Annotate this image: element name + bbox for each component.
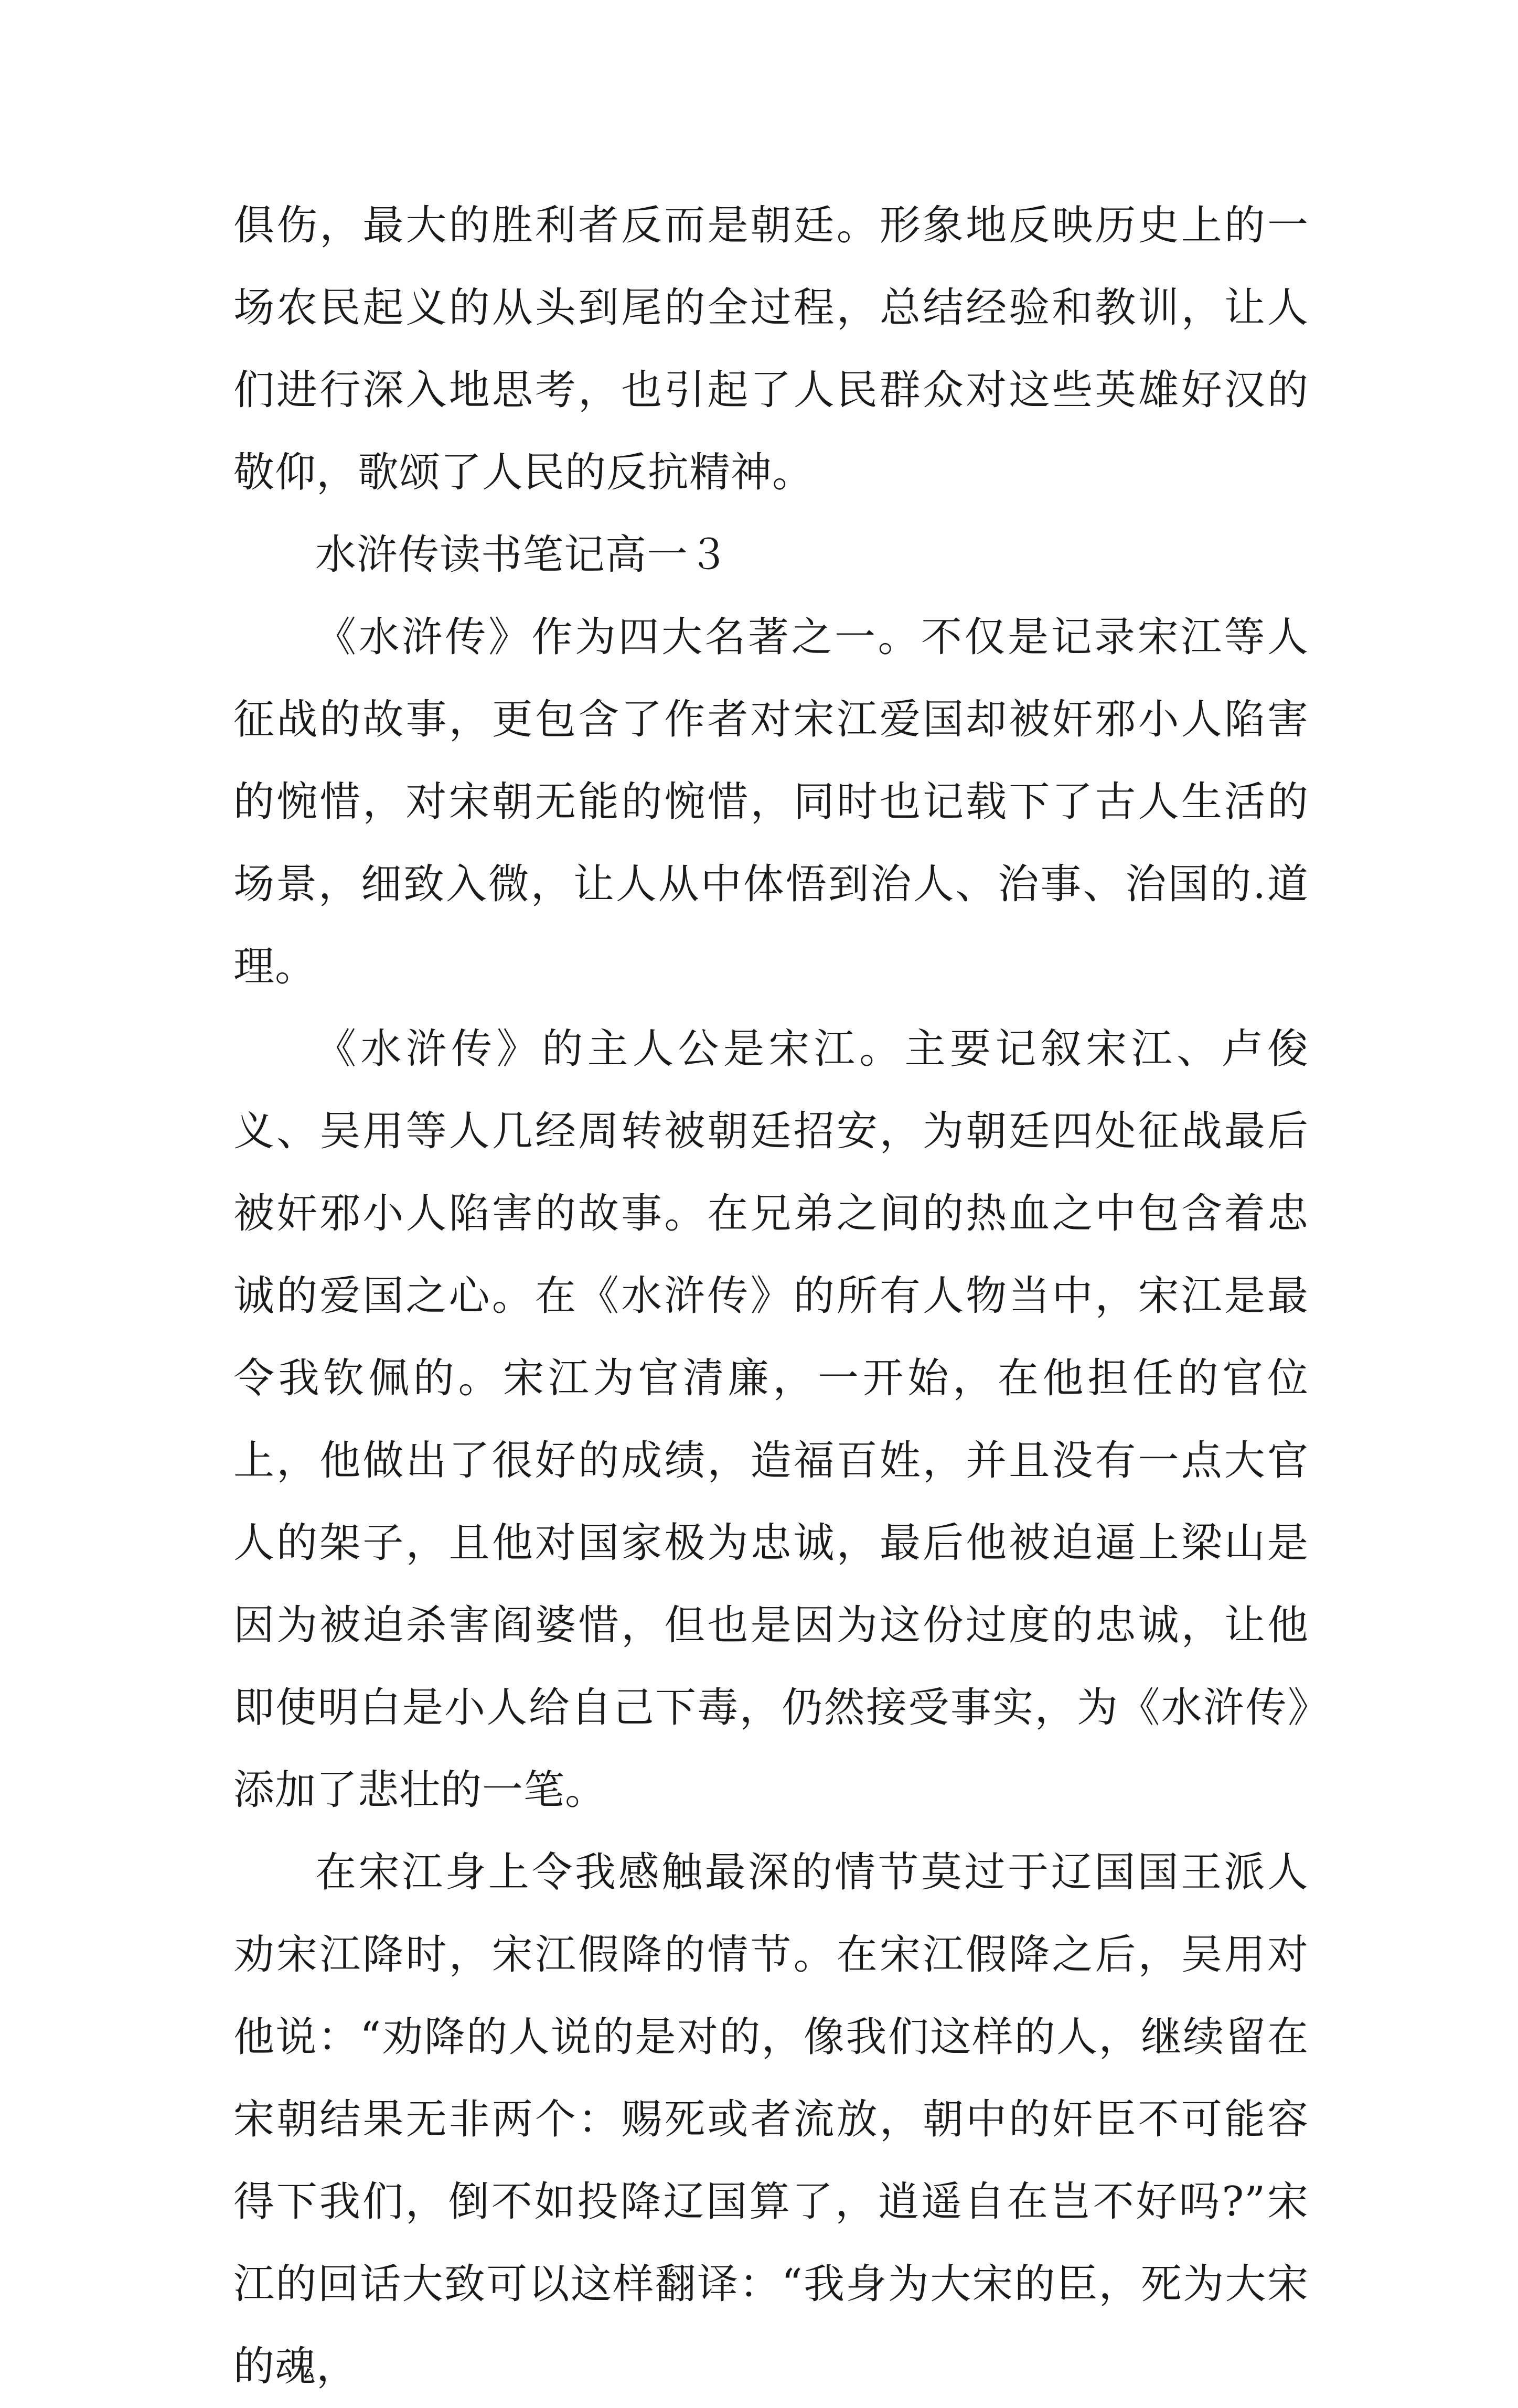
section-heading: 水浒传读书笔记高一３: [315, 531, 730, 579]
paragraph-continuation: 俱伤，最大的胜利者反而是朝廷。形象地反映历史上的一场农民起义的从头到尾的全过程，总结经验和教训，让人们进行深入地思考，也引起了人民群众对这些英雄好汉的敬仰，歌颂了人民的反抗精神。: [233, 202, 1309, 496]
paragraph-episode: 在宋江身上令我感触最深的情节莫过于辽国国王派人劝宋江降时，宋江假降的情节。在宋江假降之后，吴用对他说：“劝降的人说的是对的，像我们这样的人，继续留在宋朝结果无非两个：赐死或者流放，朝中的奸臣不可能容得下我们，倒不如投降辽国算了，逍遥自在岂不好吗?”宋江的回话大致可以这样翻译：“我身为大宋的臣，死为大宋的魂，: [233, 1849, 1309, 2390]
paragraph-protagonist: 《水浒传》的主人公是宋江。主要记叙宋江、卢俊义、吴用等人几经周转被朝廷招安，为朝廷四处征战最后被奸邪小人陷害的故事。在兄弟之间的热血之中包含着忠诚的爱国之心。在《水浒传》的所有人物当中，宋江是最令我钦佩的。宋江为官清廉，一开始，在他担任的官位上，他做出了很好的成绩，造福百姓，并且没有一点大官人的架子，且他对国家极为忠诚，最后他被迫逼上梁山是因为被迫杀害阎婆惜，但也是因为这份过度的忠诚，让他即使明白是小人给自己下毒，仍然接受事实，为《水浒传》添加了悲壮的一笔。: [233, 1025, 1309, 1814]
paragraph-intro: 《水浒传》作为四大名著之一。不仅是记录宋江等人征战的故事，更包含了作者对宋江爱国却被奸邪小人陷害的惋惜，对宋朝无能的惋惜，同时也记载下了古人生活的场景，细致入微，让人从中体悟到治人、治事、治国的.道理。: [233, 614, 1309, 990]
document-body: [233, 185, 1309, 2408]
